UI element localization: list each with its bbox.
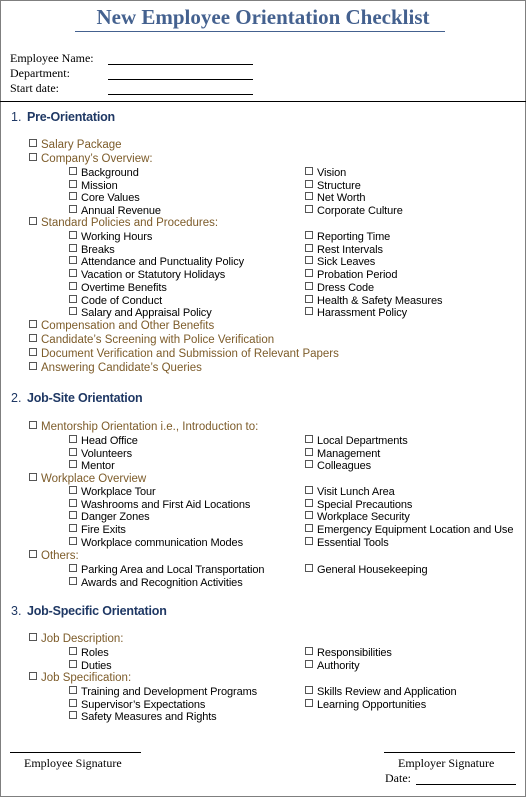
checklist-subitem-label: Reporting Time [317, 231, 391, 243]
checklist-subitem[interactable] [69, 180, 118, 192]
checkbox-icon[interactable] [69, 282, 77, 290]
checklist-subitem[interactable] [305, 244, 383, 256]
checkbox-icon[interactable] [69, 269, 77, 277]
checklist-item-label: Mentorship Orientation i.e., Introduction to: [41, 421, 259, 433]
section-number: 1. [11, 110, 22, 124]
checkbox-icon[interactable] [305, 537, 313, 545]
checklist-item[interactable] [29, 153, 153, 165]
checkbox-icon[interactable] [69, 686, 77, 694]
checklist-subitem[interactable] [305, 699, 426, 711]
checkbox-icon[interactable] [305, 499, 313, 507]
checklist-item-label: Standard Policies and Procedures: [41, 217, 219, 229]
checklist-subitem[interactable] [305, 660, 360, 672]
checkbox-icon[interactable] [29, 421, 37, 429]
checkbox-icon[interactable] [29, 348, 37, 356]
checkbox-icon[interactable] [69, 295, 77, 303]
checklist-item-label: Salary Package [41, 139, 122, 151]
date-label: Date: [385, 771, 411, 785]
checkbox-icon[interactable] [305, 180, 313, 188]
checkbox-icon[interactable] [29, 320, 37, 328]
checklist-subitem-label: Essential Tools [317, 536, 389, 549]
checklist-subitem[interactable] [305, 537, 389, 549]
checklist-subitem[interactable] [69, 256, 244, 268]
checklist-subitem-label: Learning Opportunities [317, 698, 427, 711]
section-heading [11, 391, 142, 405]
checklist-subitem-label: Probation Period [317, 269, 398, 282]
checklist-subitem[interactable] [69, 295, 162, 307]
checklist-subitem[interactable] [305, 564, 428, 576]
header-field-label: Department: [10, 66, 70, 80]
checklist-item[interactable] [29, 320, 214, 332]
checklist-item-label: Job Description: [41, 633, 124, 645]
checkbox-icon[interactable] [29, 334, 37, 342]
checklist-subitem[interactable] [69, 647, 109, 659]
checklist-subitem[interactable] [69, 564, 264, 576]
checkbox-icon[interactable] [69, 486, 77, 494]
date-line[interactable] [416, 784, 516, 785]
checkbox-icon[interactable] [305, 244, 313, 252]
checklist-subitem-label: Danger Zones [81, 511, 150, 524]
checklist-subitem-label: Fire Exits [81, 524, 126, 537]
checkbox-icon[interactable] [69, 699, 77, 707]
checklist-subitem[interactable] [69, 307, 212, 319]
checkbox-icon[interactable] [69, 244, 77, 252]
checklist-subitem[interactable] [69, 460, 115, 472]
checklist-subitem[interactable] [305, 205, 403, 217]
checklist-subitem-label: Health & Safety Measures [317, 294, 443, 307]
checklist-subitem-label: Vision [317, 167, 347, 179]
checkbox-icon[interactable] [69, 564, 77, 572]
checklist-subitem[interactable] [305, 295, 442, 307]
section-title: Job-Site Orientation [27, 391, 143, 405]
checklist-item[interactable] [29, 672, 131, 684]
checklist-subitem-label: Dress Code [317, 281, 375, 294]
employer-signature-label: Employer Signature [398, 756, 495, 770]
title-underline [75, 31, 445, 32]
checkbox-icon[interactable] [69, 448, 77, 456]
checklist-subitem[interactable] [305, 307, 407, 319]
section-number: 3. [11, 604, 22, 618]
checkbox-icon[interactable] [69, 660, 77, 668]
checklist-subitem[interactable] [305, 192, 365, 204]
checkbox-icon[interactable] [69, 577, 77, 585]
checkbox-icon[interactable] [305, 307, 313, 315]
checkbox-icon[interactable] [69, 647, 77, 655]
checklist-item[interactable] [29, 334, 274, 346]
checklist-subitem-label: Duties [81, 659, 112, 672]
checklist-subitem-label: Workplace Security [317, 511, 410, 524]
checklist-subitem-label: Attendance and Punctuality Policy [81, 256, 245, 269]
checklist-subitem-label: Mission [81, 179, 118, 192]
checkbox-icon[interactable] [305, 486, 313, 494]
checklist-item-label: Company’s Overview: [41, 153, 153, 165]
checklist-subitem[interactable] [305, 686, 457, 698]
checklist-item[interactable] [29, 139, 122, 151]
checkbox-icon[interactable] [69, 307, 77, 315]
checklist-subitem-label: Responsibilities [317, 647, 392, 659]
checkbox-icon[interactable] [305, 192, 313, 200]
checkbox-icon[interactable] [305, 269, 313, 277]
checkbox-icon[interactable] [69, 435, 77, 443]
checklist-item[interactable] [29, 217, 218, 229]
employee-signature-label: Employee Signature [24, 756, 122, 770]
checklist-item[interactable] [29, 473, 146, 485]
checklist-subitem[interactable] [305, 435, 408, 447]
checklist-subitem-label: Skills Review and Application [317, 686, 457, 698]
checklist-item[interactable] [29, 348, 339, 360]
checkbox-icon[interactable] [305, 647, 313, 655]
checklist-subitem-label: Special Precautions [317, 498, 413, 511]
checkbox-icon[interactable] [69, 192, 77, 200]
section-number: 2. [11, 391, 22, 405]
checkbox-icon[interactable] [305, 205, 313, 213]
checkbox-icon[interactable] [29, 550, 37, 558]
checklist-subitem[interactable] [305, 448, 380, 460]
checkbox-icon[interactable] [69, 511, 77, 519]
checklist-subitem-label: Local Departments [317, 435, 408, 447]
checkbox-icon[interactable] [29, 153, 37, 161]
checklist-item[interactable] [29, 550, 79, 562]
checklist-subitem[interactable] [69, 486, 156, 498]
checklist-subitem[interactable] [69, 711, 217, 723]
checklist-item-label: Answering Candidate’s Queries [41, 362, 202, 374]
checklist-subitem-label: Net Worth [317, 192, 366, 205]
checklist-subitem-label: Management [317, 447, 381, 460]
checklist-subitem-label: Head Office [81, 435, 138, 447]
checklist-subitem-label: Colleagues [317, 460, 372, 473]
checklist-subitem[interactable] [305, 486, 395, 498]
checklist-subitem[interactable] [305, 269, 397, 281]
checklist-subitem-label: Awards and Recognition Activities [81, 576, 243, 589]
checklist-subitem-label: Salary and Appraisal Policy [81, 307, 212, 320]
checkbox-icon[interactable] [305, 699, 313, 707]
section-heading [11, 110, 115, 124]
checkbox-icon[interactable] [305, 460, 313, 468]
checklist-subitem-label: Emergency Equipment Location and Use [317, 524, 514, 537]
checkbox-icon[interactable] [69, 167, 77, 175]
checkbox-icon[interactable] [29, 217, 37, 225]
checklist-subitem[interactable] [69, 537, 243, 549]
checkbox-icon[interactable] [69, 537, 77, 545]
checklist-item[interactable] [29, 421, 258, 433]
checklist-subitem[interactable] [69, 511, 150, 523]
checklist-subitem[interactable] [69, 448, 132, 460]
checkbox-icon[interactable] [305, 167, 313, 175]
checklist-subitem-label: Annual Revenue [81, 205, 161, 218]
checklist-subitem[interactable] [69, 686, 257, 698]
checklist-subitem-label: Harassment Policy [317, 307, 407, 320]
section-title: Pre-Orientation [27, 110, 115, 124]
checkbox-icon[interactable] [305, 511, 313, 519]
checklist-subitem[interactable] [69, 192, 140, 204]
checklist-subitem[interactable] [69, 524, 126, 536]
checklist-item-label: Document Verification and Submission of Relevant Papers [41, 348, 339, 360]
checklist-item[interactable] [29, 633, 123, 645]
header-field-label: Start date: [10, 81, 59, 95]
page-title: New Employee Orientation Checklist [96, 5, 430, 29]
checkbox-icon[interactable] [69, 499, 77, 507]
checklist-item[interactable] [29, 362, 202, 374]
header-field-label: Employee Name: [10, 51, 94, 65]
checklist-subitem-label: Authority [317, 659, 360, 672]
checklist-subitem[interactable] [69, 244, 115, 256]
checklist-subitem-label: Visit Lunch Area [317, 486, 395, 498]
header-divider [0, 101, 526, 102]
checklist-subitem[interactable] [305, 511, 410, 523]
checklist-subitem[interactable] [69, 435, 138, 447]
checklist-subitem-label: Workplace communication Modes [81, 536, 243, 549]
checklist-item-label: Compensation and Other Benefits [41, 320, 215, 332]
checklist-subitem-label: Workplace Tour [81, 486, 156, 498]
employee-signature-line[interactable] [10, 752, 141, 753]
checkbox-icon[interactable] [305, 564, 313, 572]
checklist-subitem-label: Training and Development Programs [81, 686, 258, 698]
checkbox-icon[interactable] [305, 524, 313, 532]
checklist-subitem[interactable] [305, 524, 513, 536]
checkbox-icon[interactable] [305, 660, 313, 668]
section-heading [11, 604, 167, 618]
checklist-subitem[interactable] [69, 205, 161, 217]
checklist-item-label: Candidate’s Screening with Police Verification [41, 334, 275, 346]
checkbox-icon[interactable] [305, 256, 313, 264]
checklist-subitem[interactable] [305, 167, 346, 179]
checkbox-icon[interactable] [69, 205, 77, 213]
checklist-subitem-label: Code of Conduct [81, 294, 163, 307]
checklist-subitem-label: Sick Leaves [317, 256, 376, 269]
checklist-subitem[interactable] [305, 460, 371, 472]
checklist-subitem[interactable] [69, 699, 205, 711]
checkbox-icon[interactable] [29, 473, 37, 481]
checklist-subitem-label: Background [81, 167, 139, 179]
checklist-subitem-label: Safety Measures and Rights [81, 711, 217, 724]
checklist-subitem-label: Parking Area and Local Transportation [81, 564, 265, 576]
checklist-subitem-label: Structure [317, 179, 361, 192]
checklist-item-label: Job Specification: [41, 672, 132, 684]
checklist-subitem[interactable] [69, 269, 225, 281]
checklist-subitem[interactable] [69, 499, 250, 511]
checkbox-icon[interactable] [69, 524, 77, 532]
checkbox-icon[interactable] [29, 139, 37, 147]
checkbox-icon[interactable] [69, 711, 77, 719]
employer-signature-line[interactable] [384, 752, 515, 753]
checklist-subitem[interactable] [69, 282, 167, 294]
checklist-subitem-label: Volunteers [81, 447, 132, 460]
checkbox-icon[interactable] [305, 435, 313, 443]
checklist-subitem[interactable] [305, 256, 375, 268]
checklist-subitem[interactable] [305, 499, 412, 511]
checkbox-icon[interactable] [69, 256, 77, 264]
checklist-subitem-label: Core Values [81, 192, 140, 205]
checkbox-icon[interactable] [69, 180, 77, 188]
checklist-item-label: Others: [41, 550, 79, 562]
checklist-subitem[interactable] [69, 231, 152, 243]
checkbox-icon[interactable] [305, 231, 313, 239]
checklist-item-label: Workplace Overview [41, 473, 147, 485]
checklist-subitem-label: Overtime Benefits [81, 281, 167, 294]
section-title: Job-Specific Orientation [27, 604, 167, 618]
checkbox-icon[interactable] [29, 633, 37, 641]
checklist-subitem-label: Washrooms and First Aid Locations [81, 498, 251, 511]
checkbox-icon[interactable] [305, 686, 313, 694]
checklist-subitem[interactable] [69, 660, 112, 672]
checklist-subitem[interactable] [305, 231, 390, 243]
checklist-subitem-label: General Housekeeping [317, 564, 428, 576]
checklist-subitem[interactable] [69, 167, 139, 179]
header-field-line[interactable] [108, 79, 253, 80]
checkbox-icon[interactable] [69, 460, 77, 468]
checklist-subitem-label: Roles [81, 647, 109, 659]
checkbox-icon[interactable] [69, 231, 77, 239]
checklist-subitem-label: Rest Intervals [317, 243, 383, 256]
checkbox-icon[interactable] [305, 282, 313, 290]
checklist-subitem[interactable] [305, 180, 361, 192]
checkbox-icon[interactable] [305, 448, 313, 456]
header-field-line[interactable] [108, 64, 253, 65]
checkbox-icon[interactable] [305, 295, 313, 303]
checklist-subitem-label: Working Hours [81, 231, 153, 243]
checklist-subitem-label: Breaks [81, 243, 115, 256]
header-field-line[interactable] [108, 94, 253, 95]
checklist-subitem[interactable] [69, 577, 243, 589]
checkbox-icon[interactable] [29, 362, 37, 370]
checklist-subitem-label: Mentor [81, 460, 115, 473]
checkbox-icon[interactable] [29, 672, 37, 680]
checklist-subitem[interactable] [305, 647, 392, 659]
checklist-subitem-label: Corporate Culture [317, 205, 403, 218]
checklist-subitem-label: Vacation or Statutory Holidays [81, 269, 226, 282]
checklist-subitem-label: Supervisor’s Expectations [81, 698, 206, 711]
checklist-subitem[interactable] [305, 282, 374, 294]
